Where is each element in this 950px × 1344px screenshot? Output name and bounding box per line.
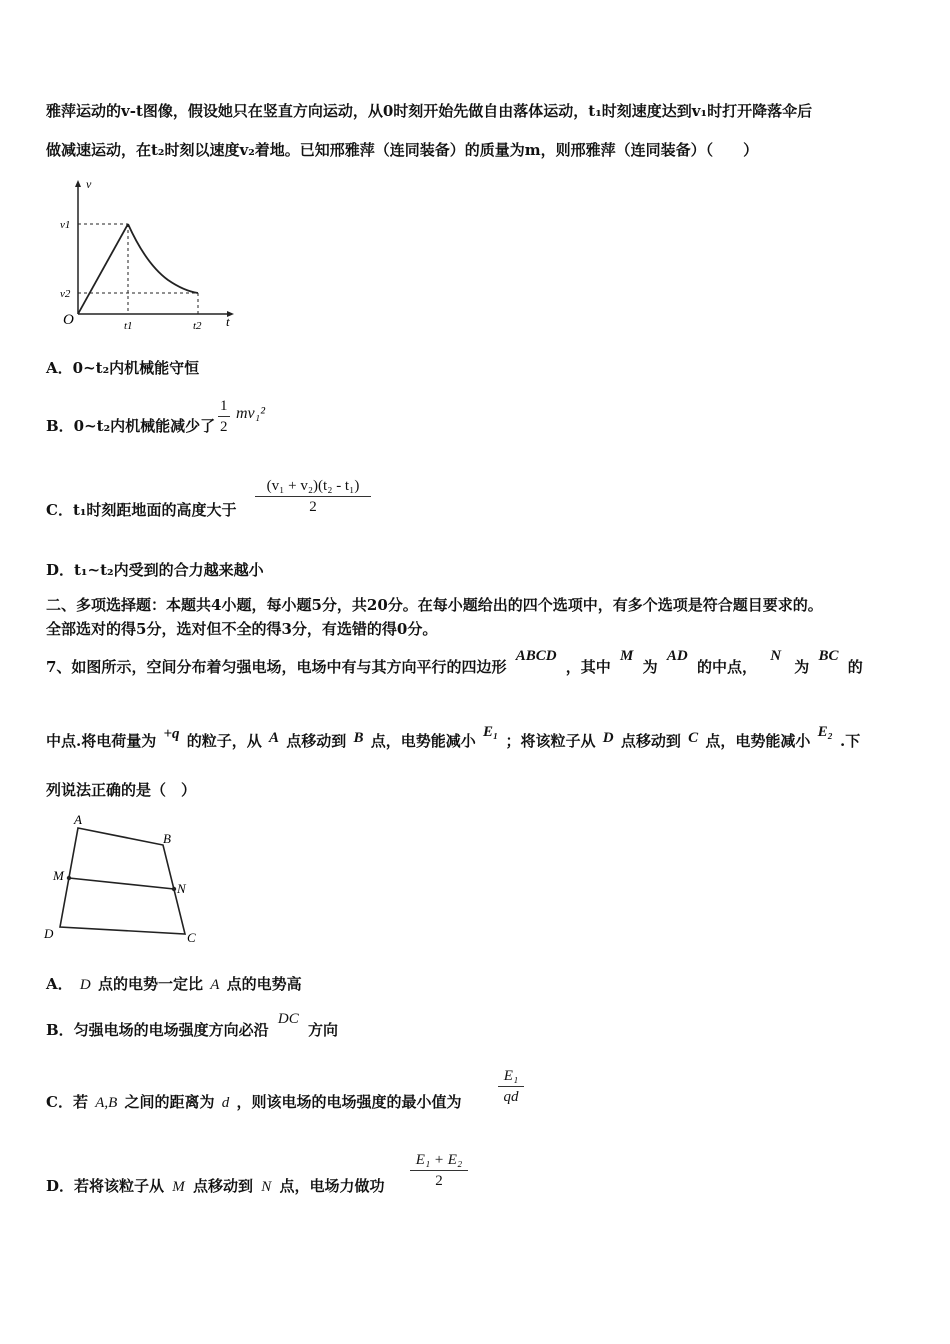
q7-c-s2: 之间的距离为 [124, 1093, 215, 1111]
q7-option-a[interactable] [46, 974, 302, 995]
q6-c-numerator: (v₁ + v₂)(t₂ - t₁) [255, 478, 371, 497]
q6-option-d[interactable]: D．t₁~t₂内受到的合力越来越小 [46, 561, 264, 579]
q7-option-b[interactable] [46, 1011, 339, 1041]
t-axis-label: t [226, 314, 230, 329]
q7-a-A: A [210, 977, 220, 993]
v2-label: v2 [60, 288, 71, 300]
q6-c-denominator: 2 [309, 499, 317, 515]
q7-l1-s1: 7、如图所示，空间分布着匀强电场，电场中有与其方向平行的四边形 [46, 658, 507, 676]
q7-l2-s3: 点移动到 [286, 732, 347, 750]
q6-line2: 做减速运动，在t₂时刻以速度v₂着地。已知邢雅萍（连同装备）的质量为m，则邢雅萍（连同装备）（ ） [46, 141, 759, 159]
q7-d-s1: D．若将该粒子从 [46, 1177, 165, 1195]
q7-N: N [770, 648, 782, 664]
q6-option-c-fraction [255, 478, 371, 516]
q7-d-s2: 点移动到 [192, 1177, 253, 1195]
label-N: N [177, 881, 186, 896]
label-A: A [74, 812, 82, 827]
origin-label: O [63, 312, 74, 328]
q6-option-b-fraction [218, 398, 230, 436]
q7-E2: E₂ [817, 724, 833, 740]
q7-d-fraction [410, 1152, 468, 1190]
q7-l1-s2: ，其中 [565, 658, 611, 676]
v-axis-label: v [86, 177, 92, 191]
point-M [67, 876, 71, 880]
v1-label: v1 [60, 219, 71, 231]
q7-c-denominator: qd [503, 1089, 519, 1105]
q7-l1-s5: 为 [794, 658, 810, 676]
q7-a-D: D [79, 977, 91, 993]
q7-line1 [46, 648, 863, 678]
segment-MN [69, 878, 174, 889]
q7-b-DC: DC [277, 1011, 299, 1027]
section2-line2: 全部选对的得5分，选对但不全的得3分，有选错的得0分。 [46, 620, 438, 638]
q7-l2-s5: ；将该粒子从 [505, 732, 596, 750]
q7-d-denominator: 2 [435, 1173, 443, 1189]
q7-c-d: d [221, 1095, 230, 1111]
point-N [172, 887, 176, 891]
decel-curve [128, 224, 198, 293]
q7-c-s1: C．若 [46, 1093, 88, 1111]
section2-line1: 二、多项选择题：本题共4小题，每小题5分，共20分。在每小题给出的四个选项中，有多个选项是符合题目要求的。 [46, 596, 823, 614]
q6-line1: 雅萍运动的v-t图像，假设她只在竖直方向运动，从0时刻开始先做自由落体运动，t₁时刻速度达到v₁时打开降落伞后 [46, 102, 813, 120]
q7-l1-s4: 的中点， [696, 658, 757, 676]
q7-d-M: M [172, 1179, 185, 1195]
label-D: D [44, 926, 54, 941]
q6-option-a[interactable]: A．0~t₂内机械能守恒 [46, 359, 200, 377]
t2-label: t2 [193, 320, 202, 332]
q6-option-b-expr: mv₁² [236, 405, 266, 422]
q7-b-s2: 方向 [308, 1021, 339, 1039]
q7-option-c[interactable] [46, 1092, 462, 1113]
q7-l2-s7: 点，电势能减小 [705, 732, 811, 750]
q6-b-denominator: 2 [220, 419, 228, 435]
q7-l2-s6: 点移动到 [620, 732, 681, 750]
quadrilateral-figure [40, 810, 210, 945]
q7-M: M [620, 648, 634, 664]
q7-ABCD: ABCD [515, 648, 557, 664]
q7-l2-s8: .下 [840, 732, 861, 750]
q7-A: A [269, 730, 280, 746]
q7-a-s3: 点的电势高 [226, 975, 302, 993]
q7-l2-s4: 点，电势能减小 [370, 732, 476, 750]
q7-d-s3: 点，电场力做功 [279, 1177, 385, 1195]
t1-label: t1 [124, 320, 133, 332]
q7-line3: 列说法正确的是（ ） [46, 781, 197, 799]
label-M: M [53, 868, 64, 883]
q7-l2-s2: 的粒子，从 [186, 732, 262, 750]
q7-B: B [353, 730, 364, 746]
label-B: B [163, 831, 171, 846]
q7-c-AB: A,B [95, 1095, 118, 1111]
freefall-line [78, 224, 128, 314]
q7-AD: AD [666, 648, 688, 664]
q7-C: C [688, 730, 699, 746]
q6-option-b-text: B．0~t₂内机械能减少了 [46, 417, 216, 435]
q7-BC: BC [818, 648, 839, 664]
q7-option-d[interactable] [46, 1176, 385, 1197]
q7-l1-s6: 的 [847, 658, 863, 676]
q6-option-c[interactable] [46, 500, 236, 520]
q7-D: D [602, 730, 614, 746]
q7-E1: E₁ [483, 724, 499, 740]
q7-l2-s1: 中点.将电荷量为 [46, 732, 157, 750]
q6-b-numerator: 1 [218, 398, 230, 417]
q7-c-s3: ，则该电场的电场强度的最小值为 [236, 1093, 462, 1111]
vt-graph [56, 172, 246, 334]
q7-c-fraction [498, 1068, 524, 1106]
label-C: C [187, 930, 196, 945]
q7-d-numerator: E₁ + E₂ [410, 1152, 468, 1171]
q6-option-b[interactable] [46, 416, 215, 436]
q7-l1-s3: 为 [642, 658, 658, 676]
q7-line2 [46, 724, 861, 752]
q7-a-s2: 点的电势一定比 [97, 975, 203, 993]
q7-a-s1: A． [46, 975, 73, 993]
v-axis-arrow [75, 180, 81, 187]
q7-c-numerator: E₁ [498, 1068, 524, 1087]
q7-b-s1: B．匀强电场的电场强度方向必沿 [46, 1021, 269, 1039]
q7-d-N: N [261, 1179, 272, 1195]
q6-option-c-text: C．t₁时刻距地面的高度大于 [46, 501, 237, 519]
q7-q: +q [163, 726, 180, 742]
